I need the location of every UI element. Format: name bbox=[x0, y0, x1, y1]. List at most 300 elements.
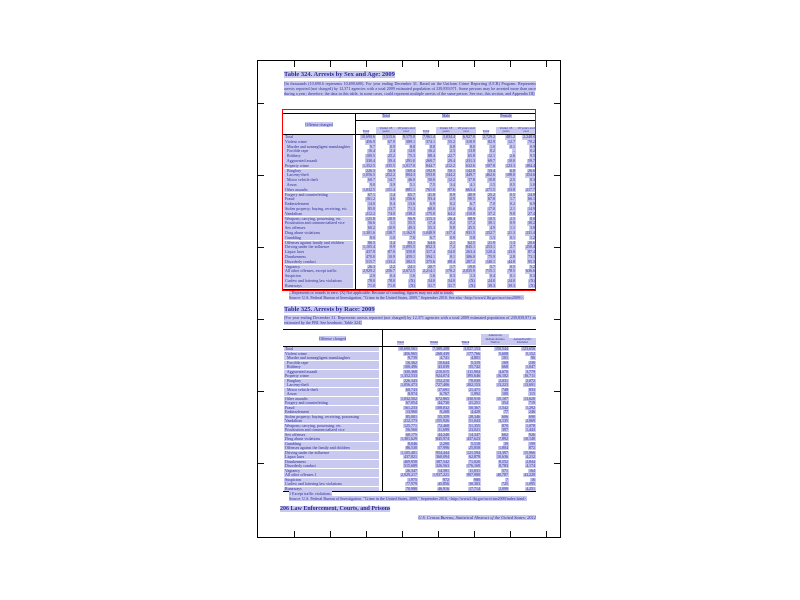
value-cell: 175.0 bbox=[426, 211, 435, 216]
value-cell: 1,352.5 bbox=[363, 163, 375, 168]
table325-body bbox=[283, 347, 536, 491]
offense-label: Property crime bbox=[283, 374, 383, 379]
value-cell: 77 bbox=[504, 410, 508, 414]
value-cell: 217.7 bbox=[526, 187, 535, 192]
value-cell: 845.1 bbox=[466, 245, 475, 250]
value-cell: 24.0 bbox=[508, 278, 515, 283]
value-cell: 24.8 bbox=[528, 192, 535, 197]
value-cell: 9.8 bbox=[450, 226, 455, 231]
value-cell: 7,961.4 bbox=[423, 135, 435, 139]
value-cell: 16,711 bbox=[524, 374, 535, 378]
value-cell: 62.5 bbox=[468, 240, 475, 245]
offense-label: Robbery bbox=[283, 154, 356, 159]
value-cell: 9,175.0 bbox=[403, 135, 415, 139]
value-cell: 14,581 bbox=[438, 468, 449, 473]
value-cell: 462.6 bbox=[486, 173, 495, 178]
frame-tick bbox=[554, 319, 560, 320]
value-cell: 17.2 bbox=[468, 221, 475, 226]
value-cell: 87.4 bbox=[528, 250, 535, 255]
value-cell: 481.2 bbox=[506, 135, 515, 139]
value-cell: 469,958 bbox=[404, 459, 417, 464]
value-cell: 26,347 bbox=[406, 468, 417, 473]
value-cell: 15,966 bbox=[524, 450, 535, 455]
offense-label: Offenses against family and children bbox=[283, 241, 356, 246]
value-cell: 69.7 bbox=[488, 158, 495, 163]
offense-label: Driving under the influence bbox=[283, 245, 356, 250]
value-cell: 115 bbox=[529, 392, 535, 396]
value-cell: 64.6 bbox=[428, 240, 435, 245]
value-cell: 397 bbox=[502, 428, 508, 432]
value-cell: 164 bbox=[529, 468, 535, 473]
offense-label: Sex offenses bbox=[283, 226, 356, 231]
value-cell: 2,929,217 bbox=[401, 473, 417, 477]
value-cell: 19.0 bbox=[468, 264, 475, 269]
offense-label: Runaways bbox=[283, 487, 383, 492]
value-cell: 389.1 bbox=[406, 139, 415, 144]
value-cell: 20.6 bbox=[528, 240, 535, 245]
offense-label: Aggravated assault bbox=[283, 370, 383, 375]
offense-label: Burglary bbox=[283, 169, 356, 174]
value-cell: 384.4 bbox=[526, 163, 535, 168]
value-cell: 2,672.5 bbox=[403, 269, 415, 274]
value-cell: 1.7 bbox=[450, 264, 455, 269]
value-cell: 169 bbox=[502, 360, 508, 365]
value-cell: 43,229 bbox=[524, 473, 535, 477]
value-cell: 317.4 bbox=[426, 250, 435, 255]
value-cell: 0.5 bbox=[510, 182, 515, 187]
value-cell: 138.7 bbox=[386, 230, 395, 235]
value-cell: 1,032,502 bbox=[401, 396, 417, 401]
value-cell: 9.0 bbox=[370, 182, 375, 187]
selection-rectangle[interactable] bbox=[282, 109, 536, 291]
column-header: American Indian/Alaska Native bbox=[481, 330, 509, 346]
offense-label: Forcible rape bbox=[283, 149, 356, 154]
value-cell: 212.2 bbox=[446, 163, 455, 168]
value-cell: 44,730 bbox=[438, 401, 449, 405]
value-cell: 507.8 bbox=[486, 163, 495, 168]
value-cell: 83.1 bbox=[408, 240, 415, 245]
value-cell: 60,743 bbox=[406, 387, 417, 392]
value-cell: 50.0 bbox=[428, 178, 435, 183]
value-cell: 375.6 bbox=[426, 259, 435, 264]
value-cell: 515,689 bbox=[404, 464, 417, 468]
value-cell: 212.2 bbox=[366, 211, 375, 216]
value-cell: 1.3 bbox=[470, 274, 475, 279]
value-cell: 7,389,208 bbox=[433, 347, 449, 351]
value-cell: 13.7 bbox=[388, 206, 395, 211]
offense-label: Drug abuse violations bbox=[283, 437, 383, 442]
value-cell: 5,319 bbox=[471, 360, 480, 365]
column-header: Asian/Pacific Islander bbox=[509, 330, 536, 346]
value-cell: 954,444 bbox=[436, 450, 449, 455]
value-cell: 45.5 bbox=[468, 226, 475, 231]
value-cell: 515.7 bbox=[366, 259, 375, 264]
value-cell: 0.2 bbox=[530, 149, 535, 154]
value-cell: 6,767 bbox=[440, 392, 449, 396]
value-cell: 1.0 bbox=[530, 182, 535, 187]
value-cell: 13,397 bbox=[497, 450, 508, 455]
table324-source: Source: U.S. Federal Bureau of Investigation, "Crime in the United States, 2009," September 2010. See also <http://www2.fbi.gov/ucr/cius2009/>. bbox=[289, 295, 525, 300]
table325-headnote: [For year ending December 31. Represents arrests reported (not charged) by 12,371 agencies with a total 2009 estimated population of 239,839,971 as estimated by the FBI. See headnote, Table 324] bbox=[284, 315, 536, 325]
value-cell: 252.2 bbox=[386, 173, 395, 178]
value-cell: 931.5 bbox=[466, 230, 475, 235]
value-cell: 350.8 bbox=[406, 250, 415, 255]
value-cell: 13.8 bbox=[468, 149, 475, 154]
offense-label: Total bbox=[283, 347, 383, 352]
value-cell: 140.1 bbox=[486, 259, 495, 264]
value-cell: 2.2 bbox=[390, 264, 395, 269]
value-cell: 1,078 bbox=[526, 423, 535, 428]
frame-tick bbox=[438, 61, 439, 67]
value-cell: 10,636 bbox=[497, 455, 508, 459]
value-cell: 11,031 bbox=[469, 468, 480, 473]
value-cell: 606 bbox=[502, 414, 508, 419]
value-cell: 56.6 bbox=[368, 221, 375, 226]
value-cell: 668 bbox=[502, 365, 508, 369]
value-cell: 268,439 bbox=[436, 351, 449, 356]
value-cell: 470.0 bbox=[366, 254, 375, 259]
value-cell: 437,821 bbox=[404, 455, 417, 459]
value-cell: 66.1 bbox=[528, 197, 535, 202]
offense-label: Drunkenness bbox=[283, 460, 383, 465]
offense-label: Other assaults bbox=[283, 397, 383, 402]
offense-label: Prostitution and commercialized vice bbox=[283, 428, 383, 433]
value-cell: 1,048.9 bbox=[423, 230, 435, 235]
value-cell: 1,975 bbox=[408, 477, 417, 482]
value-cell: 71.0 bbox=[368, 283, 375, 288]
value-cell: 72,468 bbox=[438, 423, 449, 428]
value-cell: 50,367 bbox=[469, 405, 480, 410]
value-cell: 25.2 bbox=[488, 192, 495, 197]
value-cell: 1,352,533 bbox=[401, 374, 417, 378]
column-group-header: Total bbox=[356, 114, 416, 121]
value-cell: 142.8 bbox=[466, 168, 475, 173]
value-cell: 150,544 bbox=[495, 347, 508, 351]
value-cell: 39.1 bbox=[488, 221, 495, 226]
value-cell: 27.4 bbox=[528, 211, 535, 216]
frame-tick bbox=[402, 61, 403, 67]
offense-label: Stolen property; buying, receiving, possessing bbox=[283, 415, 383, 420]
frame-tick bbox=[438, 531, 439, 537]
value-cell: 761.0 bbox=[426, 187, 435, 192]
value-cell: 632.6 bbox=[466, 163, 475, 168]
value-cell: 593.8 bbox=[426, 173, 435, 178]
value-cell: 25,858 bbox=[469, 446, 480, 450]
value-cell: 5.8 bbox=[470, 235, 475, 240]
frame-tick bbox=[258, 175, 264, 176]
value-cell: 21.3 bbox=[508, 230, 515, 235]
offense-label: Murder and nonnegligent manslaughter bbox=[283, 356, 383, 361]
value-cell: 161.2 bbox=[366, 197, 375, 202]
value-cell: 571 bbox=[502, 468, 508, 473]
frame-tick bbox=[366, 61, 367, 67]
value-cell: 41.8 bbox=[428, 192, 435, 197]
value-cell: 54.0 bbox=[448, 278, 455, 283]
value-cell: 14,347 bbox=[469, 432, 480, 437]
offense-label: Gambling bbox=[283, 236, 356, 241]
value-cell: 1,105,401 bbox=[401, 450, 417, 455]
column-subheader: Under 18 years bbox=[436, 121, 456, 134]
value-cell: 256.7 bbox=[386, 269, 395, 274]
value-cell: 67.9 bbox=[388, 139, 395, 144]
value-cell: 374.1 bbox=[426, 139, 435, 144]
value-cell: 10,690,561 bbox=[399, 347, 417, 351]
value-cell: 456.9 bbox=[366, 139, 375, 144]
value-cell: 55,359 bbox=[438, 414, 449, 419]
value-cell: 65.8 bbox=[468, 154, 475, 159]
offense-label: Vandalism bbox=[283, 212, 356, 217]
value-cell: 67.1 bbox=[368, 192, 375, 197]
value-cell: 1.0 bbox=[490, 144, 495, 149]
value-cell: 8.3 bbox=[530, 178, 535, 183]
value-cell: 176,169 bbox=[467, 464, 480, 468]
value-cell: 7 bbox=[506, 477, 508, 482]
value-cell: 57,996 bbox=[438, 446, 449, 450]
value-cell: 6,927.0 bbox=[463, 135, 475, 139]
value-cell: 2,214.1 bbox=[423, 269, 435, 274]
value-cell: 151.4 bbox=[386, 187, 395, 192]
value-cell: 833 bbox=[529, 387, 535, 392]
offense-label: Driving under the influence bbox=[283, 451, 383, 456]
value-cell: 0.1 bbox=[510, 274, 515, 279]
offense-label: Forcible rape bbox=[283, 361, 383, 366]
value-cell: 980 bbox=[474, 477, 480, 482]
offense-label: Larceny-theft bbox=[283, 173, 356, 178]
value-cell: 663.4 bbox=[466, 187, 475, 192]
offense-label: Weapons; carrying, possessing, etc. bbox=[283, 217, 356, 222]
value-cell: 8,552 bbox=[499, 459, 508, 464]
value-cell: 725 bbox=[502, 482, 508, 486]
offense-label: Forgery and counterfeiting bbox=[283, 401, 383, 406]
value-cell: 14.0 bbox=[368, 202, 375, 207]
value-cell: 123,656 bbox=[522, 347, 535, 351]
table325-footnote: 1 Except traffic violations. bbox=[289, 491, 332, 496]
value-cell: 1.1 bbox=[510, 226, 515, 231]
table325-source: Source: U.S. Federal Bureau of Investigation, "Crime in the United States, 2009," September 2010, <http://www2.fbi.gov/ucr/cius2009/index.html>. bbox=[289, 496, 528, 501]
value-cell: 49.3 bbox=[408, 226, 415, 231]
value-cell: 13,620 bbox=[524, 396, 535, 401]
value-cell: 4,212 bbox=[526, 455, 535, 459]
column-subheader: Total bbox=[362, 129, 370, 134]
frame-tick bbox=[366, 531, 367, 537]
page-footer-attribution: U.S. Census Bureau, Statistical Abstract of the United States: 2012 bbox=[418, 515, 536, 520]
column-subheader: Under 18 years bbox=[376, 121, 396, 134]
offense-label: Arson bbox=[283, 392, 383, 397]
value-cell: 231.3 bbox=[466, 158, 475, 163]
value-cell: 133.2 bbox=[386, 259, 395, 264]
value-cell: 16 bbox=[531, 477, 535, 482]
value-cell: 4.6 bbox=[390, 197, 395, 202]
value-cell: 25.2 bbox=[388, 154, 395, 159]
value-cell: 8.1 bbox=[450, 254, 455, 259]
value-cell: 3.4 bbox=[390, 240, 395, 245]
column-subheader: Under 18 years bbox=[496, 121, 516, 134]
value-cell: 85,001 bbox=[406, 414, 417, 419]
value-cell: 6.9 bbox=[430, 202, 435, 207]
value-cell: (X) bbox=[409, 278, 415, 283]
value-cell: 690 bbox=[529, 414, 535, 419]
value-cell: 210,015 bbox=[436, 369, 449, 374]
value-cell: 71.0 bbox=[388, 283, 395, 288]
value-cell: 70.2 bbox=[528, 139, 535, 144]
value-cell: 67,054 bbox=[406, 401, 417, 405]
value-cell: 152,210 bbox=[436, 378, 449, 383]
value-cell: 2,290 bbox=[440, 441, 449, 446]
value-cell: 60.7 bbox=[368, 178, 375, 183]
value-cell: 31,699 bbox=[438, 428, 449, 432]
value-cell: 100,496 bbox=[404, 365, 417, 369]
offense-label: Larceny-theft bbox=[283, 383, 383, 388]
offense-label: Vandalism bbox=[283, 419, 383, 424]
column-header: White bbox=[429, 340, 439, 345]
value-cell: 13,691 bbox=[524, 383, 535, 387]
value-cell: 3,135 bbox=[499, 419, 508, 423]
value-cell: 100 bbox=[502, 392, 508, 396]
value-cell: 354 bbox=[502, 401, 508, 405]
column-subheader: 18 years and over bbox=[517, 125, 535, 134]
offense-label: Burglary bbox=[283, 379, 383, 384]
value-cell: 97.6 bbox=[448, 187, 455, 192]
value-cell: 33.0 bbox=[508, 250, 515, 255]
value-cell: 1,804 bbox=[499, 446, 508, 450]
value-cell: 4,429 bbox=[471, 410, 480, 414]
value-cell: 2,099 bbox=[499, 486, 508, 491]
value-cell: 1,937,221 bbox=[433, 473, 449, 477]
value-cell: 11.6 bbox=[448, 206, 455, 211]
frame-tick bbox=[474, 61, 475, 67]
value-cell: 1,047 bbox=[526, 365, 535, 369]
value-cell: 2.5 bbox=[510, 178, 515, 183]
frame-tick bbox=[294, 531, 295, 537]
table324-headnote: [In thousands (10,690.6 represents 10,690,600). For year ending December 31. Based on the Uniform Crime Reporting (UCR) Program. Represents arrests reported (not charged) by 12,371 agencies with a total 2009 estimated population of 239,839,971. Some persons may be arrested more than once during a year; therefore, the data in this table, in some cases, could represent multiple arrests of the same person. See text, this section, and Appendix III] bbox=[284, 81, 536, 96]
value-cell: 870 bbox=[502, 423, 508, 428]
value-cell: 2,035.9 bbox=[463, 269, 475, 274]
value-cell: 50.1 bbox=[448, 168, 455, 173]
value-cell: 54.0 bbox=[428, 278, 435, 283]
value-cell: 121,594 bbox=[467, 450, 480, 455]
offense-label: Total bbox=[283, 135, 356, 140]
value-cell: 108,032 bbox=[436, 405, 449, 410]
value-cell: 2.8 bbox=[510, 254, 515, 259]
frame-tick bbox=[554, 391, 560, 392]
value-cell: 0.2 bbox=[510, 202, 515, 207]
offense-label: Drunkenness bbox=[283, 255, 356, 260]
column-group-header: Female bbox=[476, 114, 536, 121]
value-cell: 0.3 bbox=[450, 274, 455, 279]
value-cell: 5.2 bbox=[530, 264, 535, 269]
value-cell: 386.0 bbox=[466, 254, 475, 259]
value-cell: 1,056.5 bbox=[363, 173, 375, 178]
offense-label: Liquor laws bbox=[283, 250, 356, 255]
value-cell: 260.7 bbox=[426, 158, 435, 163]
value-cell: 252.7 bbox=[486, 230, 495, 235]
value-cell: 115.3 bbox=[426, 216, 435, 221]
value-cell: 9.8 bbox=[510, 211, 515, 216]
value-cell: 1.6 bbox=[430, 274, 435, 279]
value-cell: 33.4 bbox=[488, 168, 495, 173]
value-cell: 2.4 bbox=[390, 149, 395, 154]
offense-label: Other assaults bbox=[283, 188, 356, 193]
value-cell: 110.8 bbox=[466, 211, 475, 216]
value-cell: 12.2 bbox=[448, 178, 455, 183]
value-cell: 330,910 bbox=[467, 396, 480, 401]
value-cell: 318.9 bbox=[466, 139, 475, 144]
value-cell: 37,691 bbox=[438, 387, 449, 392]
value-cell: 1.6 bbox=[410, 274, 415, 279]
value-cell: 85.0 bbox=[368, 206, 375, 211]
value-cell: 14.0 bbox=[408, 149, 415, 154]
value-cell: 7.0 bbox=[490, 202, 495, 207]
value-cell: 14.7 bbox=[388, 178, 395, 183]
value-cell: 2.6 bbox=[510, 154, 515, 159]
value-cell: 55.3 bbox=[428, 226, 435, 231]
value-cell: 6.7 bbox=[470, 202, 475, 207]
offense-label: Aggravated assault bbox=[283, 159, 356, 164]
value-cell: 5,608 bbox=[499, 351, 508, 356]
value-cell: 437,623 bbox=[467, 437, 480, 441]
offense-label: All other offenses 1 bbox=[283, 473, 383, 478]
value-cell: 125.8 bbox=[366, 216, 375, 221]
value-cell: 0.9 bbox=[450, 235, 455, 240]
value-cell: 20.7 bbox=[428, 264, 435, 269]
offense-label: Weapons; carrying, possessing, etc. bbox=[283, 424, 383, 429]
value-cell: 2,929.2 bbox=[363, 269, 375, 274]
value-cell: 4,174 bbox=[526, 464, 535, 468]
value-cell: 0.9 bbox=[530, 144, 535, 149]
value-cell: 8,783 bbox=[499, 464, 508, 468]
value-cell: 7,892 bbox=[499, 437, 508, 441]
value-cell: 715.1 bbox=[486, 269, 495, 274]
offense-label: Suspicion bbox=[283, 478, 383, 483]
value-cell: 1,032.5 bbox=[363, 187, 375, 192]
value-cell: 2.1 bbox=[450, 240, 455, 245]
value-cell: 56,560 bbox=[406, 428, 417, 432]
value-cell: 1,443 bbox=[526, 428, 535, 432]
offense-label: Vagrancy bbox=[283, 469, 383, 474]
value-cell: 71.3 bbox=[408, 206, 415, 211]
value-cell: 8.0 bbox=[370, 235, 375, 240]
value-cell: 662 bbox=[502, 432, 508, 437]
value-cell: 6.8 bbox=[510, 168, 515, 173]
table325-column-row bbox=[383, 330, 536, 346]
value-cell: 845,974 bbox=[436, 437, 449, 441]
column-subheader: Total bbox=[482, 129, 490, 134]
offense-label: Runaways bbox=[283, 284, 356, 289]
value-cell: 199 bbox=[529, 441, 535, 446]
value-cell: 13,223 bbox=[497, 383, 508, 387]
value-cell: 45,856 bbox=[438, 482, 449, 486]
value-cell: 0.1 bbox=[510, 235, 515, 240]
value-cell: 459.1 bbox=[406, 254, 415, 259]
offense-label: Embezzlement bbox=[283, 410, 383, 415]
offense-label: Fraud bbox=[283, 197, 356, 202]
value-cell: 1,034.4 bbox=[443, 135, 455, 139]
value-cell: 2,072 bbox=[526, 378, 535, 383]
value-cell: 7.2 bbox=[450, 245, 455, 250]
value-cell: 1.7 bbox=[510, 197, 515, 202]
offense-label: All other offenses, except traffic bbox=[283, 269, 356, 274]
value-cell: 226.3 bbox=[366, 168, 375, 173]
offense-label: Sex offenses bbox=[283, 433, 383, 438]
value-cell: 8.0 bbox=[470, 144, 475, 149]
frame-tick bbox=[258, 103, 264, 104]
table325-header bbox=[283, 330, 536, 347]
frame-tick bbox=[402, 531, 403, 537]
value-cell: 0.2 bbox=[490, 149, 495, 154]
value-cell: 2,729.2 bbox=[483, 135, 495, 139]
value-cell: 12.7 bbox=[508, 139, 515, 144]
value-cell: 10,690.6 bbox=[361, 135, 375, 139]
